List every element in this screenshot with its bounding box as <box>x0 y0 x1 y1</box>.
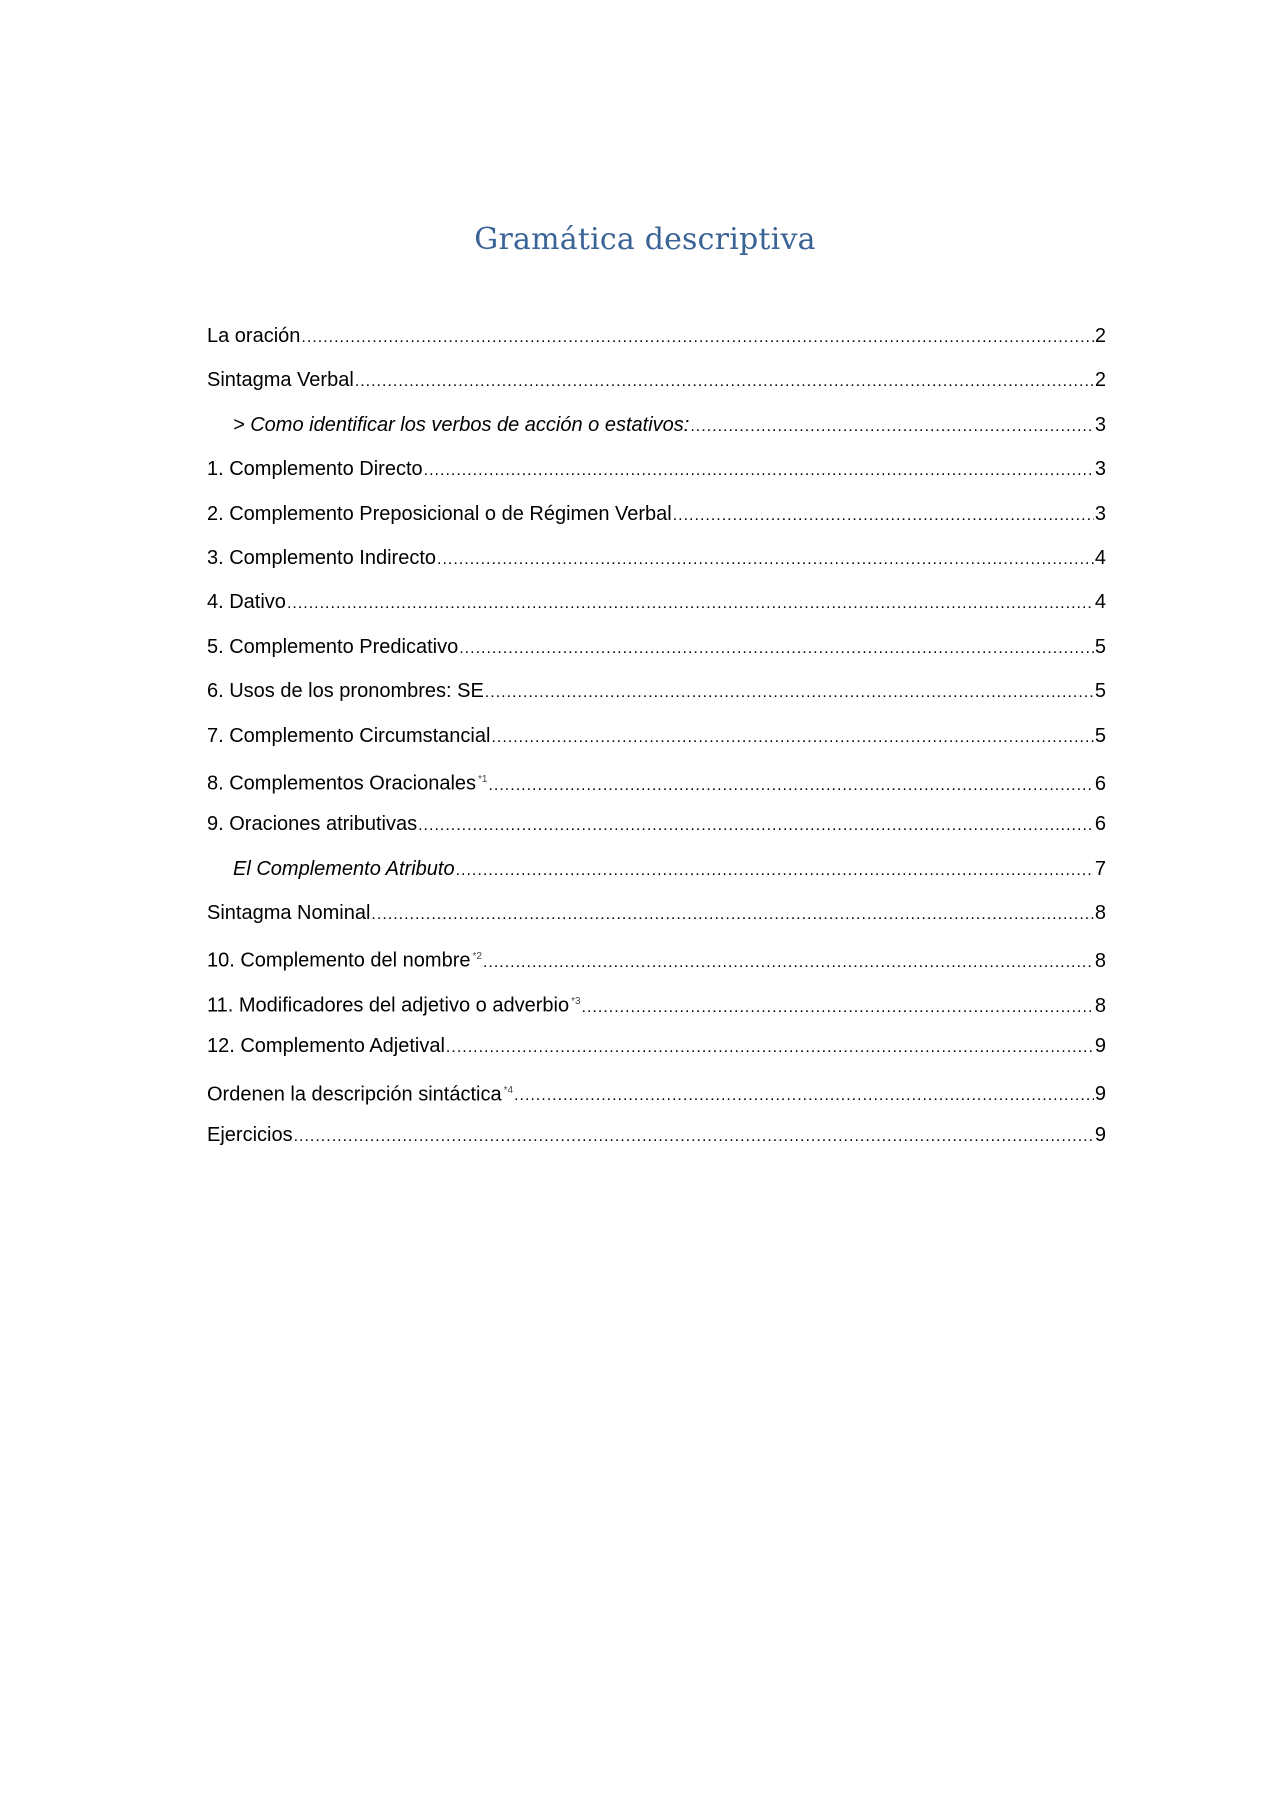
toc-entry-label <box>207 722 490 750</box>
toc-entry-page: 3 <box>1094 413 1106 436</box>
dot-leader <box>371 899 1093 929</box>
dot-leader <box>294 1121 1094 1151</box>
toc-entry-text: 12. Complemento Adjetival <box>207 1035 445 1058</box>
dot-leader <box>582 992 1094 1022</box>
toc-entry-label <box>207 766 487 798</box>
toc-entry-page: 9 <box>1094 1083 1106 1106</box>
toc-entry-footnote: *4 <box>503 1084 514 1096</box>
dot-leader <box>514 1080 1094 1110</box>
toc-entry[interactable] <box>207 855 1106 899</box>
dot-leader <box>456 855 1094 885</box>
toc-entry-footnote: *1 <box>478 773 488 785</box>
toc-entry-text: 7. Complemento Circumstancial <box>207 724 491 747</box>
toc-entry-text: Sintagma Nominal <box>207 902 371 925</box>
toc-entry-text: 6. Usos de los pronombres: SE <box>207 680 484 703</box>
dot-leader <box>690 411 1094 441</box>
dot-leader <box>301 322 1093 352</box>
dot-leader <box>446 1032 1094 1062</box>
toc-entry-text: La oración <box>207 325 301 347</box>
toc-entry[interactable] <box>207 366 1106 410</box>
toc-entry-page: 3 <box>1094 502 1106 525</box>
dot-leader <box>491 722 1093 752</box>
toc-entry-label <box>207 544 436 572</box>
toc-entry[interactable] <box>207 810 1106 854</box>
toc-entry[interactable] <box>207 988 1106 1032</box>
dot-leader <box>437 544 1094 574</box>
toc-entry-footnote: *2 <box>472 951 482 963</box>
document-title: Gramática descriptiva <box>474 222 816 257</box>
toc-entry-text: 8. Complementos Oracionales <box>207 772 477 795</box>
toc-entry-label <box>233 411 689 439</box>
toc-entry-footnote: *3 <box>571 995 581 1007</box>
toc-entry-text: 10. Complemento del nombre <box>207 950 471 973</box>
toc-entry[interactable] <box>207 1077 1106 1121</box>
toc-entry-page: 5 <box>1094 680 1106 703</box>
toc-entry[interactable] <box>207 722 1106 766</box>
toc-entry-page: 3 <box>1094 458 1106 481</box>
toc-entry-label <box>207 500 672 528</box>
toc-entry-text: Sintagma Verbal <box>207 369 354 392</box>
toc-entry-page: 7 <box>1094 857 1106 880</box>
table-of-contents <box>207 322 1106 1165</box>
toc-entry-label <box>207 322 300 350</box>
toc-entry-text: 11. Modificadores del adjetivo o adverbio <box>207 994 570 1017</box>
dot-leader <box>485 677 1094 707</box>
toc-entry-page: 5 <box>1094 724 1106 747</box>
toc-entry[interactable] <box>207 1121 1106 1165</box>
toc-entry-text: 3. Complemento Indirecto <box>207 546 437 569</box>
toc-entry[interactable] <box>207 1032 1106 1076</box>
toc-entry[interactable] <box>207 544 1106 588</box>
toc-entry-page: 2 <box>1094 325 1106 347</box>
toc-entry-label <box>207 633 458 661</box>
toc-entry-page: 6 <box>1094 813 1106 836</box>
toc-entry-page: 2 <box>1094 369 1106 392</box>
toc-entry-text: > Como identificar los verbos de acción o estativos: <box>233 413 690 436</box>
toc-entry[interactable] <box>207 588 1106 632</box>
toc-entry-text: 5. Complemento Predicativo <box>207 635 459 658</box>
toc-entry-label <box>233 855 455 883</box>
toc-entry-page: 4 <box>1094 591 1106 614</box>
toc-entry-label <box>207 1077 513 1109</box>
toc-entry-label <box>207 588 286 616</box>
dot-leader <box>418 810 1094 840</box>
toc-entry-label <box>207 810 417 838</box>
toc-entry-text: Ordenen la descripción sintáctica <box>207 1083 502 1106</box>
toc-entry-page: 9 <box>1094 1035 1106 1058</box>
dot-leader <box>424 455 1094 485</box>
toc-entry-text: 2. Complemento Preposicional o de Régimen Verbal <box>207 502 672 525</box>
toc-entry-text: Ejercicios <box>207 1124 293 1147</box>
toc-entry[interactable] <box>207 500 1106 544</box>
toc-entry-label <box>207 455 423 483</box>
toc-entry-page: 8 <box>1094 950 1106 973</box>
toc-entry-label <box>207 943 482 975</box>
toc-entry-label <box>207 677 484 705</box>
dot-leader <box>488 770 1093 800</box>
toc-entry-text: 1. Complemento Directo <box>207 458 423 481</box>
toc-entry-label <box>207 899 370 927</box>
toc-entry-label <box>207 1121 293 1149</box>
toc-entry-page: 5 <box>1094 635 1106 658</box>
toc-entry[interactable] <box>207 677 1106 721</box>
toc-entry[interactable] <box>207 943 1106 987</box>
dot-leader <box>459 633 1094 663</box>
toc-entry[interactable] <box>207 455 1106 499</box>
toc-entry-label <box>207 1032 445 1060</box>
toc-entry-page: 8 <box>1094 994 1106 1017</box>
toc-entry-page: 4 <box>1094 546 1106 569</box>
toc-entry[interactable] <box>207 766 1106 810</box>
toc-entry[interactable] <box>207 411 1106 455</box>
toc-entry-label <box>207 366 354 394</box>
toc-entry[interactable] <box>207 633 1106 677</box>
toc-entry[interactable] <box>207 899 1106 943</box>
dot-leader <box>483 947 1094 977</box>
toc-entry[interactable] <box>207 322 1106 366</box>
toc-entry-label <box>207 988 581 1020</box>
toc-entry-text: 9. Oraciones atributivas <box>207 813 418 836</box>
toc-entry-text: El Complemento Atributo <box>233 857 455 880</box>
toc-entry-page: 9 <box>1094 1124 1106 1147</box>
dot-leader <box>355 366 1094 396</box>
dot-leader <box>287 588 1094 618</box>
toc-entry-text: 4. Dativo <box>207 591 286 614</box>
toc-entry-page: 6 <box>1094 772 1106 795</box>
dot-leader <box>673 500 1094 530</box>
toc-entry-page: 8 <box>1094 902 1106 925</box>
